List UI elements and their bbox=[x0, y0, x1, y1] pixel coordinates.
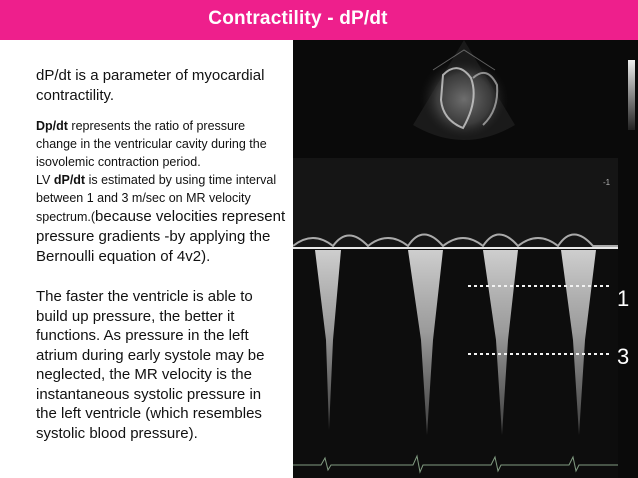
definition-text: represents the ratio of pressure change in the ventricular cavity during the isovolemic contraction period. bbox=[36, 119, 267, 169]
body-text bbox=[36, 66, 286, 443]
echocardiogram-image bbox=[293, 40, 638, 478]
dpdt-term-2: dP/dt bbox=[53, 173, 86, 187]
dpdt-term: Dp/dt bbox=[36, 119, 68, 133]
doppler-spectrum-figure bbox=[293, 40, 638, 478]
bernoulli-text: because velocities represent pressure gradients -by applying the Bernoulli equation of 4v2). bbox=[36, 208, 286, 265]
slide-title: Contractility - dP/dt bbox=[208, 8, 388, 29]
explanation-paragraph: The faster the ventricle is able to build up pressure, the better it functions. As pressure in the left atrium during early systole may be neglected, the MR velocity is the instantaneous systolic pressure in the left ventricle (which resembles systolic blood pressure). bbox=[36, 288, 265, 442]
estimation-prefix: LV bbox=[36, 173, 54, 187]
estimation-text: is estimated by using time interval between 1 and 3 m/sec on MR velocity spectrum.( bbox=[36, 173, 277, 224]
title-bar bbox=[0, 0, 638, 40]
grayscale-bar bbox=[628, 60, 635, 130]
scale-label-top: -1 bbox=[603, 178, 611, 187]
scale-label-3: 3 bbox=[617, 344, 630, 369]
definition-paragraph bbox=[36, 117, 286, 267]
velocity-scale bbox=[603, 178, 611, 187]
intro-paragraph: dP/dt is a parameter of myocardial contractility. bbox=[36, 67, 265, 104]
scale-label-1: 1 bbox=[617, 286, 630, 311]
